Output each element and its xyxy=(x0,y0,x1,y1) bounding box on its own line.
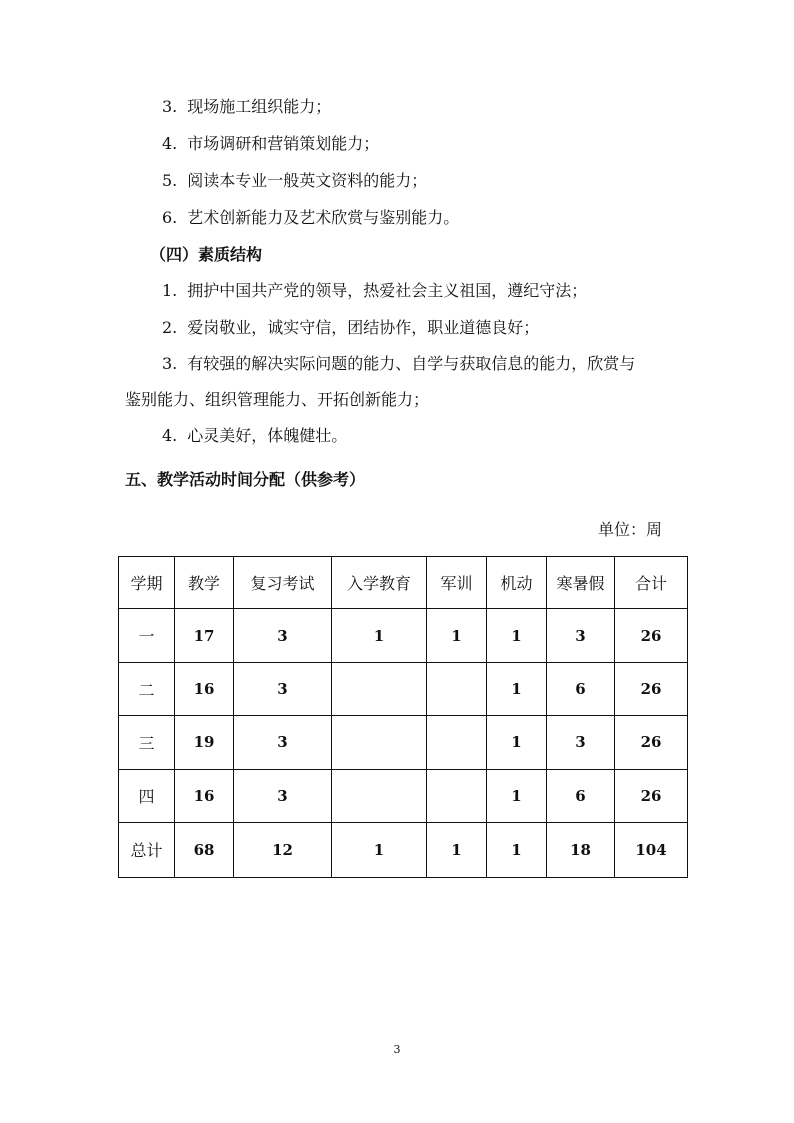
table-row xyxy=(119,822,688,877)
table-cell: 三 xyxy=(119,716,175,769)
table-cell: 26 xyxy=(615,663,688,716)
column-header: 教学 xyxy=(175,557,234,609)
table-row xyxy=(119,716,688,769)
item-text: 爱岗敬业，诚实守信，团结协作，职业道德良好； xyxy=(187,318,540,337)
list-item xyxy=(162,170,427,192)
item-text: 艺术创新能力及艺术欣赏与鉴别能力。 xyxy=(187,208,460,227)
table-cell: 3 xyxy=(547,609,615,663)
item-text: 阅读本专业一般英文资料的能力； xyxy=(187,171,428,190)
table-cell xyxy=(332,663,427,716)
item-text: 有较强的解决实际问题的能力、自学与获取信息的能力，欣赏与 xyxy=(187,354,636,373)
table-cell: 1 xyxy=(487,663,547,716)
list-item xyxy=(162,280,587,302)
item-number: 5. xyxy=(162,171,178,190)
list-item xyxy=(162,207,459,229)
table-cell: 3 xyxy=(234,769,332,822)
column-header: 合计 xyxy=(615,557,688,609)
column-header: 入学教育 xyxy=(332,557,427,609)
table-cell: 6 xyxy=(547,769,615,822)
table-row xyxy=(119,609,688,663)
table-cell: 26 xyxy=(615,609,688,663)
column-header: 军训 xyxy=(427,557,487,609)
table-cell: 1 xyxy=(332,822,427,877)
table-cell: 17 xyxy=(175,609,234,663)
table-cell: 18 xyxy=(547,822,615,877)
item-number: 4. xyxy=(162,426,178,445)
item-number: 4. xyxy=(162,134,178,153)
table-cell: 1 xyxy=(487,822,547,877)
item-text: 心灵美好，体魄健壮。 xyxy=(187,426,348,445)
table-cell: 1 xyxy=(427,609,487,663)
item-number: 2. xyxy=(162,318,178,337)
table-cell: 3 xyxy=(234,716,332,769)
table-cell: 3 xyxy=(547,716,615,769)
list-item xyxy=(162,133,379,155)
table-cell: 104 xyxy=(615,822,688,877)
table-cell xyxy=(332,716,427,769)
table-cell: 26 xyxy=(615,716,688,769)
item-number: 3. xyxy=(162,97,178,116)
table-cell: 16 xyxy=(175,769,234,822)
table-cell: 1 xyxy=(332,609,427,663)
table-cell: 16 xyxy=(175,663,234,716)
column-header: 机动 xyxy=(487,557,547,609)
table-cell: 1 xyxy=(487,609,547,663)
list-item xyxy=(162,353,635,375)
list-item xyxy=(162,317,539,339)
page-number: 3 xyxy=(393,1043,401,1056)
table-cell: 12 xyxy=(234,822,332,877)
column-header: 学期 xyxy=(119,557,175,609)
table-cell: 1 xyxy=(487,716,547,769)
section-heading: （四）素质结构 xyxy=(150,245,263,264)
item-number: 1. xyxy=(162,281,178,300)
item-text: 市场调研和营销策划能力； xyxy=(187,134,380,153)
schedule-table xyxy=(118,556,688,878)
item-text: 拥护中国共产党的领导，热爱社会主义祖国，遵纪守法； xyxy=(187,281,588,300)
table-cell: 6 xyxy=(547,663,615,716)
item-text: 现场施工组织能力； xyxy=(187,97,332,116)
table-cell: 一 xyxy=(119,609,175,663)
item-number: 6. xyxy=(162,208,178,227)
list-item xyxy=(162,425,347,447)
unit-label: 单位：周 xyxy=(598,520,663,539)
table-cell: 二 xyxy=(119,663,175,716)
table-cell: 26 xyxy=(615,769,688,822)
section-heading: 五、教学活动时间分配（供参考） xyxy=(125,470,366,489)
list-item-continuation: 鉴别能力、组织管理能力、开拓创新能力； xyxy=(125,390,430,409)
table-cell xyxy=(427,663,487,716)
table-cell: 68 xyxy=(175,822,234,877)
table-header-row xyxy=(119,557,688,609)
table-cell: 3 xyxy=(234,663,332,716)
table-cell: 19 xyxy=(175,716,234,769)
table-row xyxy=(119,663,688,716)
column-header: 复习考试 xyxy=(234,557,332,609)
table-cell: 总计 xyxy=(119,822,175,877)
item-number: 3. xyxy=(162,354,178,373)
table-cell xyxy=(427,769,487,822)
table-cell: 3 xyxy=(234,609,332,663)
column-header: 寒暑假 xyxy=(547,557,615,609)
list-item xyxy=(162,96,331,118)
table-cell xyxy=(427,716,487,769)
table-row xyxy=(119,769,688,822)
table-cell: 1 xyxy=(427,822,487,877)
table-cell xyxy=(332,769,427,822)
table-cell: 1 xyxy=(487,769,547,822)
table-cell: 四 xyxy=(119,769,175,822)
